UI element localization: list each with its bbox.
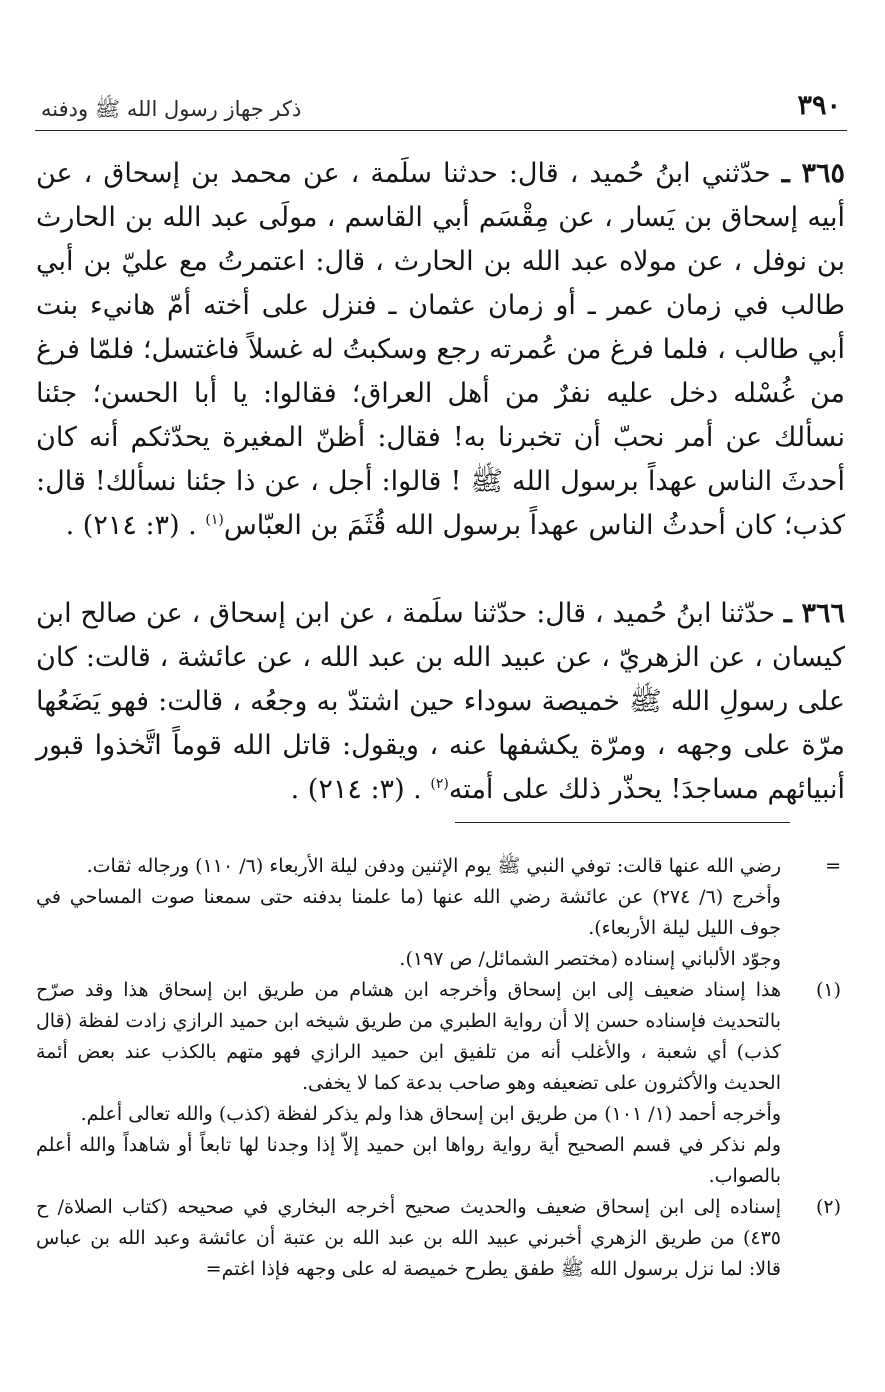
- footnote-line: ولم نذكر في قسم الصحيح أية رواية رواها ابن حميد إلاّ إذا وجدنا لها تابعاً أو شاهداً والله أعلم بالصواب.: [36, 1134, 781, 1187]
- footnote-line: وأخرجه أحمد (١/ ١٠١) من طريق ابن إسحاق هذا ولم يذكر لفظة (كذب) والله تعالى أعلم.: [80, 1103, 781, 1125]
- hadith-citation: . (٣: ٢١٤) .: [290, 774, 422, 805]
- footnote-line: وأخرج (٦/ ٢٧٤) عن عائشة رضي الله عنها (ما علمنا بدفنه حتى سمعنا صوت المساحي في جوف الليل ليلة الأربعاء).: [36, 886, 781, 939]
- hadith-citation: . (٣: ٢١٤) .: [65, 510, 197, 541]
- footnote-marker: =: [825, 855, 841, 877]
- running-title: ذكر جهاز رسول الله ﷺ ودفنه: [41, 97, 302, 121]
- footnote-continued: [36, 851, 845, 975]
- footnote-1: [36, 975, 845, 1192]
- footnote-line: وجوّد الألباني إسناده (مختصر الشمائل/ ص ١٩٧).: [399, 948, 781, 970]
- hadith-number: ٣٦٦ ـ: [783, 598, 845, 629]
- hadith-366: [36, 592, 845, 812]
- footnote-line: هذا إسناد ضعيف إلى ابن إسحاق وأخرجه ابن هشام من طريق ابن إسحاق هذا وقد صرّح بالتحديث فإسناده حسن إلا أن رواية الطبري من طريق شيخه ابن حميد الرازي زادت لفظة (قال كذب) أي شعبة ، والأغلب أنه من تلفيق ابن حميد الرازي فهو متهم بالكذب عند بعض أئمة الحديث والأكثرون على تضعيفه وهو صاحب بدعة كما لا يخفى.: [36, 979, 781, 1094]
- footnote-line: إسناده إلى ابن إسحاق ضعيف والحديث صحيح أخرجه البخاري في صحيحه (كتاب الصلاة/ ح ٤٣٥) من طريق الزهري أخبرني عبيد الله بن عبد الله بن عتبة أن عائشة وعبد الله بن عباس قالا: لما نزل برسول الله ﷺ طفق يطرح خميصة له على وجهه فإذا اغتم=: [36, 1196, 781, 1280]
- footnote-line: رضي الله عنها قالت: توفي النبي ﷺ يوم الإثنين ودفن ليلة الأربعاء (٦/ ١١٠) ورجاله ثقات.: [86, 855, 781, 877]
- hadith-text: حدّثني ابنُ حُميد ، قال: حدثنا سلَمة ، عن محمد بن إسحاق ، عن أبيه إسحاق بن يَسار ، عن مِقْسَم أبي القاسم ، مولَى عبد الله بن الحارث بن نوفل ، عن مولاه عبد الله بن الحارث ، قال: اعتمرتُ مع عليّ بن أبي طالب في زمان عمر ـ أو زمان عثمان ـ فنزل على أخته أمّ هانيء بنت أبي طالب ، فلما فرغ من عُمرته رجع وسكبتُ له غسلاً فاغتسل؛ فلمّا فرغ من غُسْله دخل عليه نفرٌ من أهل العراق؛ فقالوا: يا أبا الحسن؛ جئنا نسألك عن أمر نحبّ أن تخبرنا به! فقال: أظنّ المغيرة يحدّثكم أنه كان أحدثَ الناس عهداً برسول الله ﷺ ! قالوا: أجل ، عن ذا جئنا نسألك! قال: كذب؛ كان أحدثُ الناس عهداً برسول الله قُثَمَ بن العبّاس: [36, 158, 845, 541]
- hadith-365: [36, 152, 845, 548]
- hadith-paragraph: [36, 152, 845, 548]
- hadith-text: حدّثنا ابنُ حُميد ، قال: حدّثنا سلَمة ، عن ابن إسحاق ، عن صالح ابن كيسان ، عن الزهريّ ، عن عبيد الله بن عبد الله ، عن عائشة ، قالت: كان على رسولِ الله ﷺ خميصة سوداء حين اشتدّ به وجعُه ، قالت: فهو يَضَعُها مرّة على وجهه ، ومرّة يكشفها عنه ، ويقول: قاتل الله قوماً اتَّخذوا قبور أنبيائهم مساجدَ! يحذّر ذلك على أمته: [36, 598, 845, 805]
- footnote-marker: (٢): [815, 1196, 841, 1218]
- footnote-marker: (١): [815, 979, 841, 1001]
- footnote-ref[interactable]: (١): [205, 512, 224, 528]
- page-number: ٣٩٠: [797, 90, 841, 121]
- footnotes: [36, 851, 845, 1285]
- footnote-divider: [455, 822, 790, 823]
- hadith-paragraph: [36, 592, 845, 812]
- hadith-number: ٣٦٥ ـ: [781, 158, 845, 189]
- footnote-2: [36, 1192, 845, 1285]
- footnote-ref[interactable]: (٢): [430, 776, 449, 792]
- running-head: [35, 86, 847, 131]
